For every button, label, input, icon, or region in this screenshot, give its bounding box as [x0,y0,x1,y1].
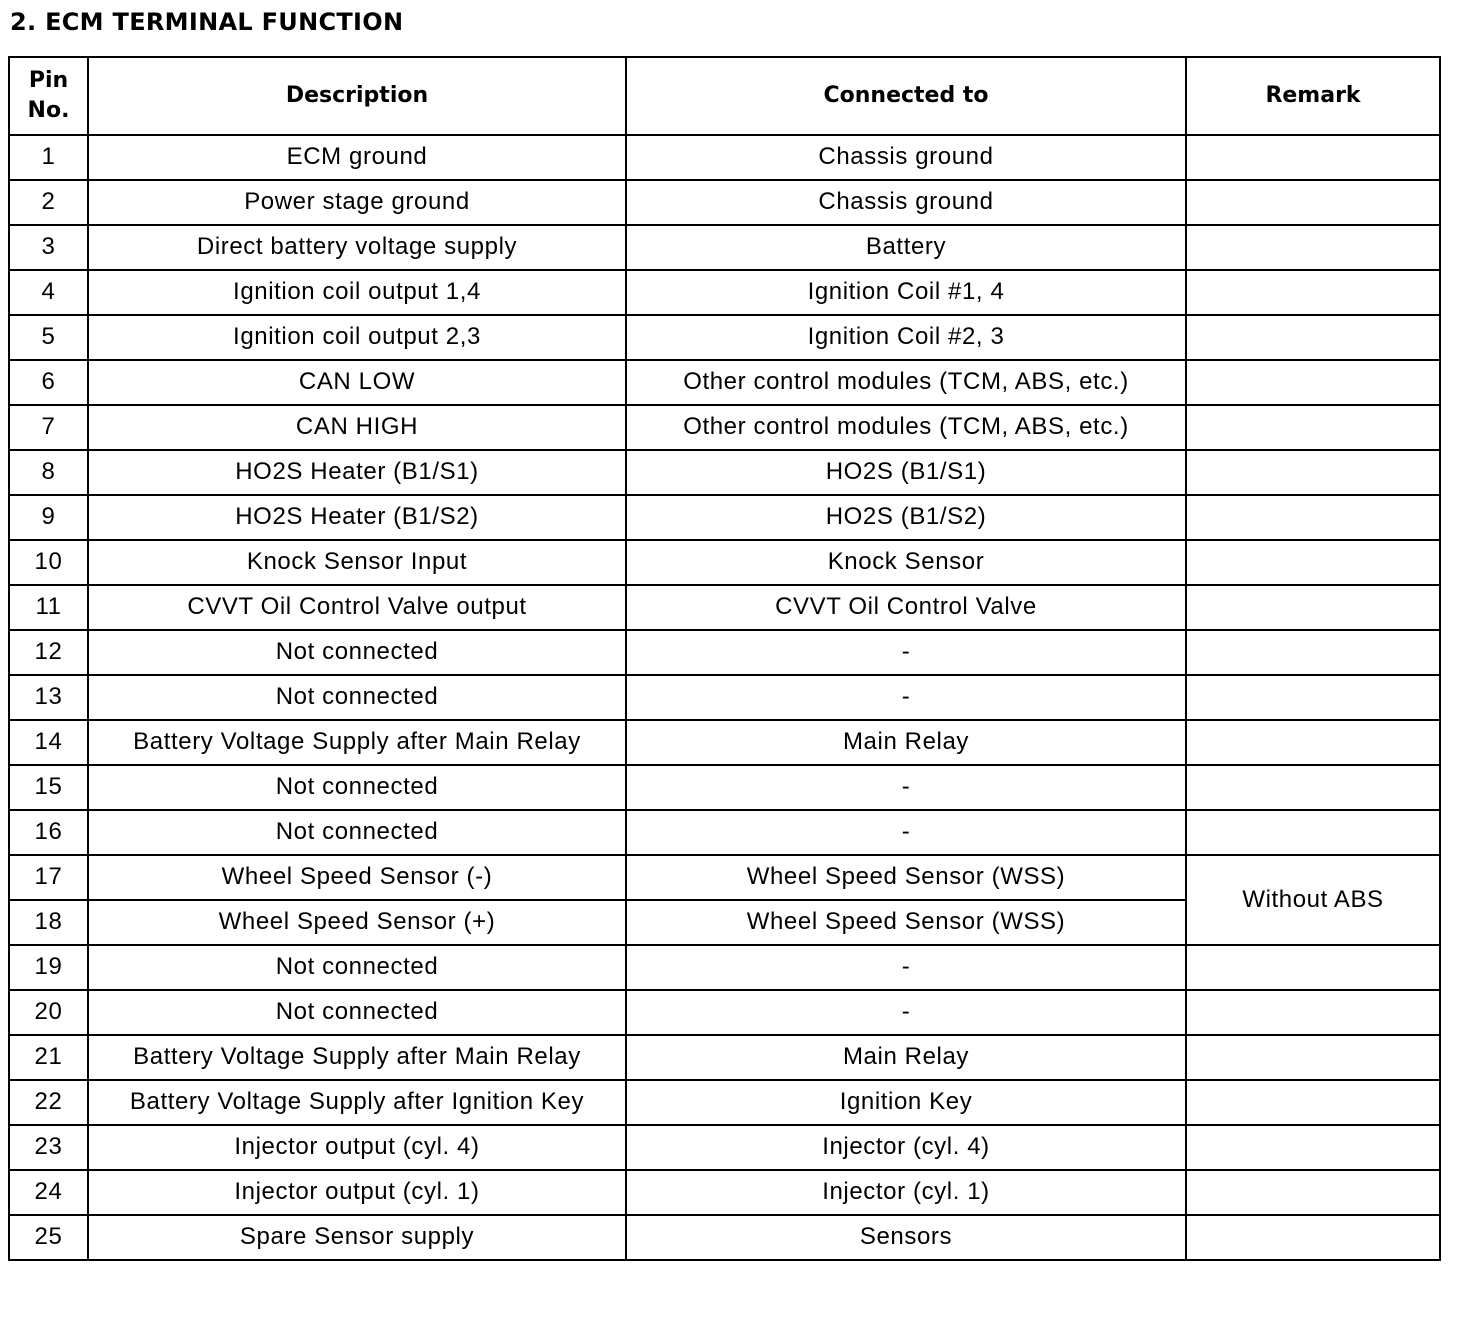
remark-cell [1186,270,1440,315]
connected-to-cell: HO2S (B1/S1) [626,450,1186,495]
table-row [9,405,1440,450]
pin-cell: 15 [9,765,88,810]
description-cell: Battery Voltage Supply after Main Relay [88,720,626,765]
pin-cell: 22 [9,1080,88,1125]
connected-to-cell: Ignition Coil #2, 3 [626,315,1186,360]
connected-to-cell: - [626,945,1186,990]
description-cell: Not connected [88,765,626,810]
section-title: 2. ECM TERMINAL FUNCTION [10,8,404,36]
header-pin-line1: Pin [28,68,69,94]
pin-cell: 14 [9,720,88,765]
pin-cell: 23 [9,1125,88,1170]
pin-cell: 16 [9,810,88,855]
connected-to-cell: HO2S (B1/S2) [626,495,1186,540]
table-row [9,1080,1440,1125]
table-row [9,585,1440,630]
description-cell: Wheel Speed Sensor (-) [88,855,626,900]
description-cell: Not connected [88,990,626,1035]
description-cell: Spare Sensor supply [88,1215,626,1260]
pin-cell: 24 [9,1170,88,1215]
table-row [9,495,1440,540]
connected-to-cell: Injector (cyl. 1) [626,1170,1186,1215]
pin-cell: 9 [9,495,88,540]
pin-cell: 5 [9,315,88,360]
pin-cell: 13 [9,675,88,720]
pin-cell: 8 [9,450,88,495]
remark-cell [1186,990,1440,1035]
remark-cell [1186,180,1440,225]
table-row [9,945,1440,990]
connected-to-cell: Wheel Speed Sensor (WSS) [626,855,1186,900]
connected-to-cell: Other control modules (TCM, ABS, etc.) [626,405,1186,450]
table-body [9,135,1440,1260]
connected-to-cell: CVVT Oil Control Valve [626,585,1186,630]
description-cell: ECM ground [88,135,626,180]
pin-cell: 18 [9,900,88,945]
remark-cell [1186,1080,1440,1125]
description-cell: CAN HIGH [88,405,626,450]
description-cell: CAN LOW [88,360,626,405]
connected-to-cell: - [626,990,1186,1035]
remark-cell [1186,405,1440,450]
description-cell: Wheel Speed Sensor (+) [88,900,626,945]
header-pin-line2: No. [27,98,70,123]
table-row [9,1170,1440,1215]
table-row [9,1035,1440,1080]
pin-cell: 3 [9,225,88,270]
connected-to-cell: Ignition Key [626,1080,1186,1125]
description-cell: CVVT Oil Control Valve output [88,585,626,630]
remark-cell [1186,495,1440,540]
remark-cell [1186,945,1440,990]
connected-to-cell: Wheel Speed Sensor (WSS) [626,900,1186,945]
pin-cell: 21 [9,1035,88,1080]
table-row [9,1125,1440,1170]
table-row [9,855,1440,900]
connected-to-cell: Chassis ground [626,180,1186,225]
ecm-terminal-table [8,56,1441,1261]
remark-cell [1186,450,1440,495]
description-cell: Injector output (cyl. 1) [88,1170,626,1215]
connected-to-cell: - [626,630,1186,675]
connected-to-cell: - [626,765,1186,810]
connected-to-cell: Ignition Coil #1, 4 [626,270,1186,315]
description-cell: Direct battery voltage supply [88,225,626,270]
table-row [9,360,1440,405]
remark-cell [1186,135,1440,180]
description-cell: Knock Sensor Input [88,540,626,585]
pin-cell: 1 [9,135,88,180]
table-row [9,450,1440,495]
header-remark: Remark [1186,57,1440,135]
description-cell: HO2S Heater (B1/S1) [88,450,626,495]
remark-cell [1186,765,1440,810]
connected-to-cell: Knock Sensor [626,540,1186,585]
remark-cell [1186,315,1440,360]
description-cell: Ignition coil output 2,3 [88,315,626,360]
remark-cell: Without ABS [1186,855,1440,945]
header-pin-no [9,57,88,135]
remark-cell [1186,360,1440,405]
connected-to-cell: Chassis ground [626,135,1186,180]
pin-cell: 12 [9,630,88,675]
pin-cell: 4 [9,270,88,315]
table-row [9,315,1440,360]
connected-to-cell: Main Relay [626,1035,1186,1080]
remark-cell [1186,720,1440,765]
remark-cell [1186,540,1440,585]
connected-to-cell: Main Relay [626,720,1186,765]
connected-to-cell: Sensors [626,1215,1186,1260]
connected-to-cell: Battery [626,225,1186,270]
table-row [9,765,1440,810]
remark-cell [1186,675,1440,720]
table-header-row [9,57,1440,135]
description-cell: Not connected [88,810,626,855]
description-cell: Not connected [88,630,626,675]
table-row [9,675,1440,720]
description-cell: Battery Voltage Supply after Main Relay [88,1035,626,1080]
pin-cell: 17 [9,855,88,900]
header-connected-to: Connected to [626,57,1186,135]
remark-cell [1186,1170,1440,1215]
pin-cell: 20 [9,990,88,1035]
remark-cell [1186,630,1440,675]
remark-cell [1186,585,1440,630]
connected-to-cell: Other control modules (TCM, ABS, etc.) [626,360,1186,405]
description-cell: HO2S Heater (B1/S2) [88,495,626,540]
table-row [9,225,1440,270]
table-row [9,540,1440,585]
table-row [9,990,1440,1035]
connected-to-cell: - [626,810,1186,855]
description-cell: Power stage ground [88,180,626,225]
connected-to-cell: - [626,675,1186,720]
pin-cell: 2 [9,180,88,225]
table-row [9,1215,1440,1260]
pin-cell: 19 [9,945,88,990]
table-row [9,810,1440,855]
header-description: Description [88,57,626,135]
description-cell: Ignition coil output 1,4 [88,270,626,315]
pin-cell: 6 [9,360,88,405]
remark-cell [1186,1125,1440,1170]
table-row [9,630,1440,675]
remark-cell [1186,1035,1440,1080]
description-cell: Not connected [88,945,626,990]
pin-cell: 10 [9,540,88,585]
table-row [9,270,1440,315]
description-cell: Battery Voltage Supply after Ignition Key [88,1080,626,1125]
connected-to-cell: Injector (cyl. 4) [626,1125,1186,1170]
table-row [9,135,1440,180]
pin-cell: 11 [9,585,88,630]
table-row [9,720,1440,765]
remark-cell [1186,225,1440,270]
description-cell: Not connected [88,675,626,720]
remark-cell [1186,810,1440,855]
remark-cell [1186,1215,1440,1260]
pin-cell: 25 [9,1215,88,1260]
description-cell: Injector output (cyl. 4) [88,1125,626,1170]
pin-cell: 7 [9,405,88,450]
table-row [9,180,1440,225]
